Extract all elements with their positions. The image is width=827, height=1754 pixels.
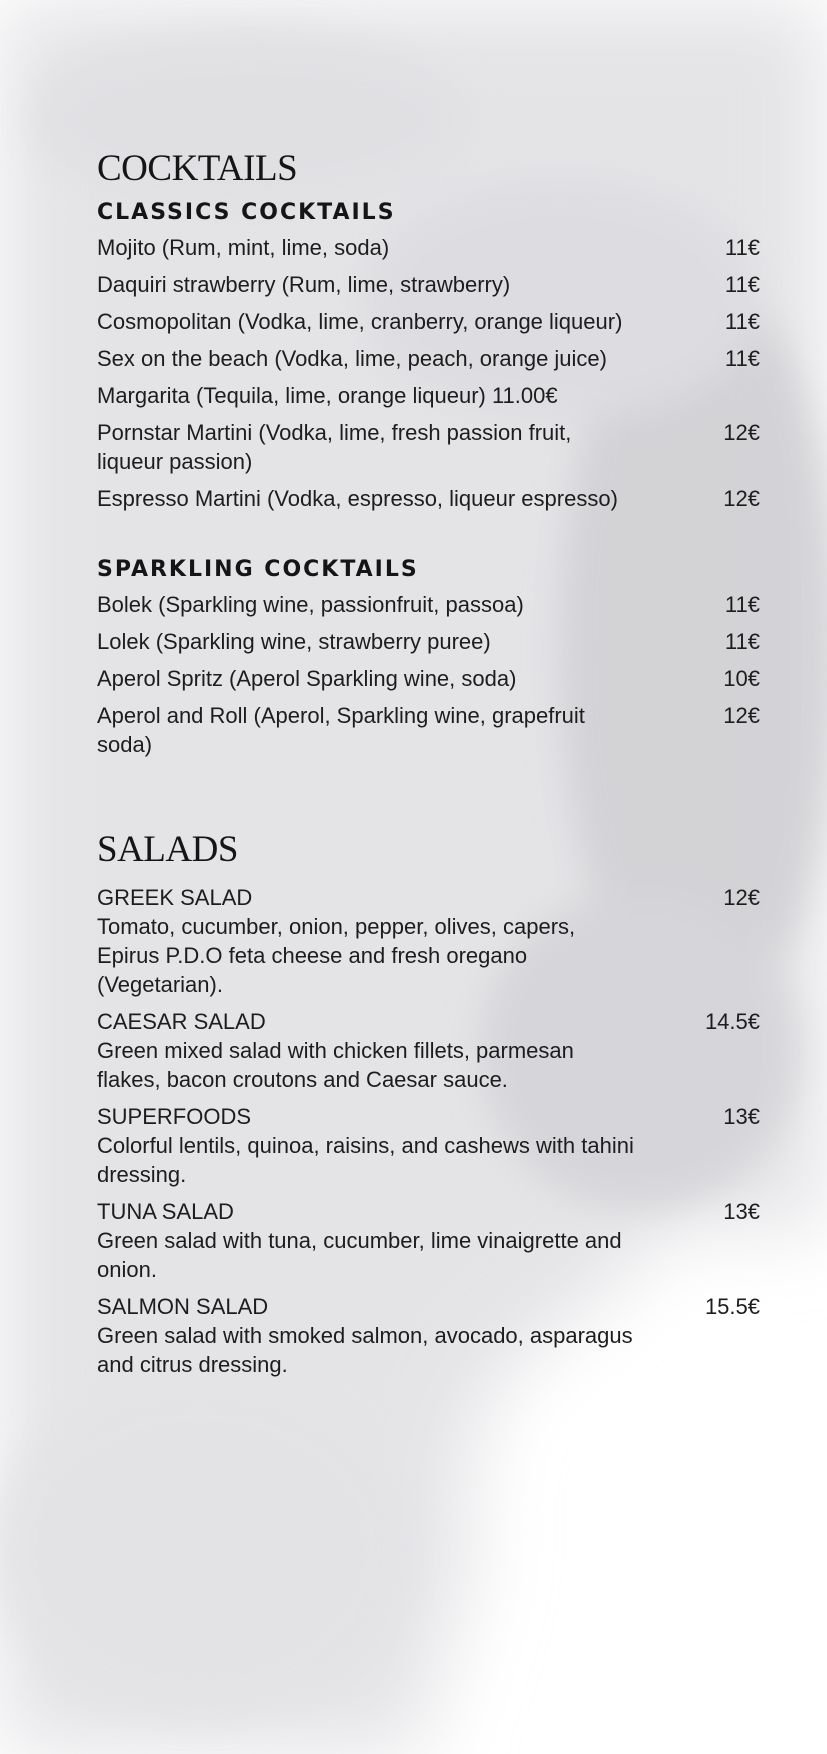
item-price: 12€ — [723, 703, 760, 728]
salad-name: GREEK SALAD — [97, 885, 253, 910]
salad-item — [97, 1102, 760, 1189]
salad-description: Green salad with smoked salmon, avocado, asparagus and citrus dressing. — [97, 1323, 633, 1377]
menu-item — [97, 270, 760, 299]
item-price: 10€ — [723, 666, 760, 691]
menu-item — [97, 233, 760, 262]
salad-name: TUNA SALAD — [97, 1199, 234, 1224]
cocktails-title: COCKTAILS — [97, 148, 298, 189]
classics-list — [97, 233, 760, 513]
item-name: Aperol Spritz (Aperol Sparkling wine, soda) — [97, 666, 517, 691]
sparkling-list — [97, 590, 760, 759]
item-name: Margarita (Tequila, lime, orange liqueur) 11.00€ — [97, 383, 558, 408]
menu-page — [97, 148, 760, 1387]
item-price: 11€ — [724, 309, 760, 334]
salad-price: 13€ — [723, 1104, 760, 1129]
item-name: Bolek (Sparkling wine, passionfruit, passoa) — [97, 592, 524, 617]
menu-item — [97, 701, 760, 759]
salad-description: Green salad with tuna, cucumber, lime vinaigrette and onion. — [97, 1228, 622, 1282]
item-name: Pornstar Martini (Vodka, lime, fresh passion fruit, liqueur passion) — [97, 420, 572, 474]
salad-item — [97, 1007, 760, 1094]
menu-item — [97, 381, 760, 410]
item-price: 12€ — [723, 486, 760, 511]
item-price: 11€ — [724, 235, 760, 260]
classics-cocktails-title: CLASSICS COCKTAILS — [97, 200, 396, 225]
salad-price: 14.5€ — [704, 1009, 760, 1034]
item-price: 11€ — [724, 629, 760, 654]
salad-description: Green mixed salad with chicken fillets, parmesan flakes, bacon croutons and Caesar sauce. — [97, 1038, 574, 1092]
menu-item — [97, 627, 760, 656]
item-name: Espresso Martini (Vodka, espresso, liqueur espresso) — [97, 486, 618, 511]
item-price: 11€ — [724, 346, 760, 371]
salads-list — [97, 883, 760, 1379]
salad-price: 12€ — [723, 885, 760, 910]
item-name: Cosmopolitan (Vodka, lime, cranberry, orange liqueur) — [97, 309, 623, 334]
salad-price: 15.5€ — [704, 1294, 760, 1319]
salad-name: SUPERFOODS — [97, 1104, 252, 1129]
salad-name: CAESAR SALAD — [97, 1009, 266, 1034]
item-name: Sex on the beach (Vodka, lime, peach, orange juice) — [97, 346, 607, 371]
item-price: 12€ — [723, 420, 760, 445]
salad-item — [97, 1292, 760, 1379]
menu-item — [97, 590, 760, 619]
item-price: 11€ — [724, 272, 760, 297]
salad-item — [97, 1197, 760, 1284]
item-name: Daquiri strawberry (Rum, lime, strawberry) — [97, 272, 511, 297]
menu-item — [97, 418, 760, 476]
salad-price: 13€ — [723, 1199, 760, 1224]
item-name: Mojito (Rum, mint, lime, soda) — [97, 235, 390, 260]
salad-description: Colorful lentils, quinoa, raisins, and cashews with tahini dressing. — [97, 1133, 634, 1187]
salad-description: Tomato, cucumber, onion, pepper, olives, capers, Epirus P.D.O feta cheese and fresh oregano (Vegetarian). — [97, 914, 576, 997]
menu-item — [97, 307, 760, 336]
salad-item — [97, 883, 760, 999]
item-name: Aperol and Roll (Aperol, Sparkling wine, grapefruit soda) — [97, 703, 585, 757]
salad-name: SALMON SALAD — [97, 1294, 269, 1319]
item-price: 11€ — [724, 592, 760, 617]
menu-item — [97, 664, 760, 693]
menu-item — [97, 344, 760, 373]
item-name: Lolek (Sparkling wine, strawberry puree) — [97, 629, 491, 654]
sparkling-cocktails-title: SPARKLING COCKTAILS — [97, 557, 419, 582]
salads-title: SALADS — [97, 829, 238, 870]
menu-item — [97, 484, 760, 513]
